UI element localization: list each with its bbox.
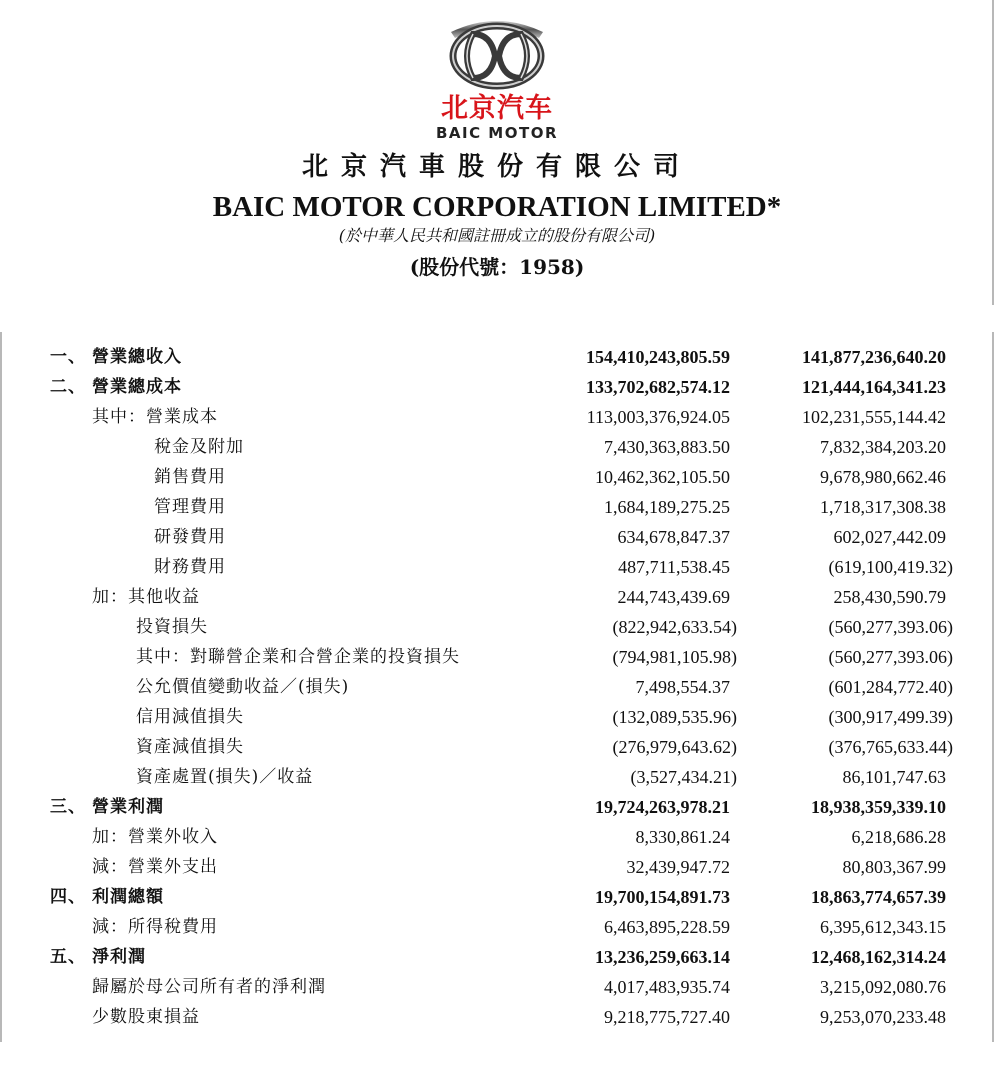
row-value-current: 32,439,947.72 [626,857,730,877]
row-label: 減：營業外支出 [92,857,218,877]
row-label: 營業利潤 [92,797,164,817]
table-row [2,852,994,882]
row-value-prior: 6,218,686.28 [851,827,946,847]
table-row [2,912,994,942]
row-label: 稅金及附加 [154,437,244,457]
logo-chinese-wordmark: 北京汽车 [441,93,553,124]
row-value-prior: 121,444,164,341.23 [802,377,946,397]
row-value-current: 8,330,861.24 [635,827,730,847]
table-row [2,942,994,972]
baic-logo-icon [443,12,551,92]
row-value-prior: 86,101,747.63 [842,767,946,787]
row-value-current: 10,462,362,105.50 [595,467,730,487]
table-row [2,552,994,582]
row-label: 管理費用 [154,497,226,517]
row-label: 公允價值變動收益／(損失) [136,677,350,697]
row-label: 其中：對聯營企業和合營企業的投資損失 [136,647,460,667]
row-label: 營業總成本 [92,377,182,397]
row-value-prior: 258,430,590.79 [833,587,946,607]
row-value-current: 7,430,363,883.50 [604,437,730,457]
row-value-current: (276,979,643.62) [612,737,737,757]
row-value-prior: 12,468,162,314.24 [811,947,946,967]
row-section-number: 四、 [50,887,86,907]
table-row [2,972,994,1002]
table-row [2,522,994,552]
row-label: 投資損失 [136,617,208,637]
row-section-number: 二、 [50,377,86,397]
table-row [2,792,994,822]
table-row [2,372,994,402]
company-name-english: BAIC MOTOR CORPORATION LIMITED* [212,191,782,223]
row-value-current: (794,981,105.98) [612,647,737,667]
row-value-current: 19,724,263,978.21 [595,797,730,817]
table-row [2,762,994,792]
row-value-current: 4,017,483,935.74 [604,977,730,997]
document-header [0,0,994,305]
row-label: 加：其他收益 [92,587,200,607]
row-value-current: (132,089,535.96) [612,707,737,727]
row-value-prior: 18,863,774,657.39 [811,887,946,907]
row-value-prior: 102,231,555,144.42 [802,407,946,427]
table-row [2,702,994,732]
table-row [2,882,994,912]
row-value-prior: 80,803,367.99 [842,857,946,877]
stock-code: (股份代號：1958) [409,255,585,279]
row-value-prior: (300,917,499.39) [828,707,953,727]
row-value-prior: 3,215,092,080.76 [820,977,946,997]
row-section-number: 一、 [50,347,86,367]
row-value-prior: 7,832,384,203.20 [820,437,946,457]
row-value-current: 1,684,189,275.25 [604,497,730,517]
row-value-prior: (560,277,393.06) [828,647,953,667]
row-value-current: 133,702,682,574.12 [586,377,730,397]
row-value-prior: 9,253,070,233.48 [820,1007,946,1027]
table-row [2,732,994,762]
table-row [2,642,994,672]
row-label: 其中：營業成本 [92,407,218,427]
row-value-current: 113,003,376,924.05 [586,407,730,427]
row-value-prior: (619,100,419.32) [828,557,953,577]
row-value-prior: 6,395,612,343.15 [820,917,946,937]
table-row [2,402,994,432]
row-value-current: 634,678,847.37 [617,527,730,547]
row-label: 歸屬於母公司所有者的淨利潤 [92,977,326,997]
row-label: 少數股東損益 [92,1007,200,1027]
logo-english-wordmark: BAIC MOTOR [435,124,559,142]
row-value-current: 9,218,775,727.40 [604,1007,730,1027]
row-value-current: 244,743,439.69 [617,587,730,607]
row-value-current: (822,942,633.54) [612,617,737,637]
table-row [2,672,994,702]
table-row [2,612,994,642]
row-label: 營業總收入 [92,347,182,367]
table-row [2,492,994,522]
table-row [2,432,994,462]
row-label: 資產處置(損失)／收益 [136,767,314,787]
row-value-current: 7,498,554.37 [635,677,730,697]
row-value-current: (3,527,434.21) [630,767,737,787]
row-label: 信用減值損失 [136,707,244,727]
row-value-prior: (376,765,633.44) [828,737,953,757]
row-label: 銷售費用 [154,467,226,487]
row-label: 淨利潤 [92,947,146,967]
incorporation-note: (於中華人民共和國註冊成立的股份有限公司) [338,226,656,245]
row-value-prior: 9,678,980,662.46 [820,467,946,487]
statement-rows [2,342,994,1032]
row-value-prior: 1,718,317,308.38 [820,497,946,517]
row-label: 加：營業外收入 [92,827,218,847]
row-value-prior: 141,877,236,640.20 [802,347,946,367]
row-value-current: 13,236,259,663.14 [595,947,730,967]
row-value-current: 6,463,895,228.59 [604,917,730,937]
table-row [2,822,994,852]
row-label: 資產減值損失 [136,737,244,757]
row-value-prior: 18,938,359,339.10 [811,797,946,817]
row-label: 財務費用 [154,557,226,577]
table-row [2,582,994,612]
row-section-number: 五、 [50,947,86,967]
table-row [2,462,994,492]
row-label: 研發費用 [154,527,226,547]
row-value-prior: 602,027,442.09 [833,527,946,547]
row-value-current: 487,711,538.45 [618,557,730,577]
table-row [2,1002,994,1032]
row-label: 利潤總額 [92,887,164,907]
income-statement-table [0,332,994,1042]
company-name-chinese: 北京汽車股份有限公司 [301,152,692,182]
row-value-prior: (560,277,393.06) [828,617,953,637]
table-row [2,342,994,372]
row-section-number: 三、 [50,797,86,817]
row-label: 減：所得稅費用 [92,917,218,937]
row-value-current: 154,410,243,805.59 [586,347,730,367]
row-value-prior: (601,284,772.40) [828,677,953,697]
row-value-current: 19,700,154,891.73 [595,887,730,907]
